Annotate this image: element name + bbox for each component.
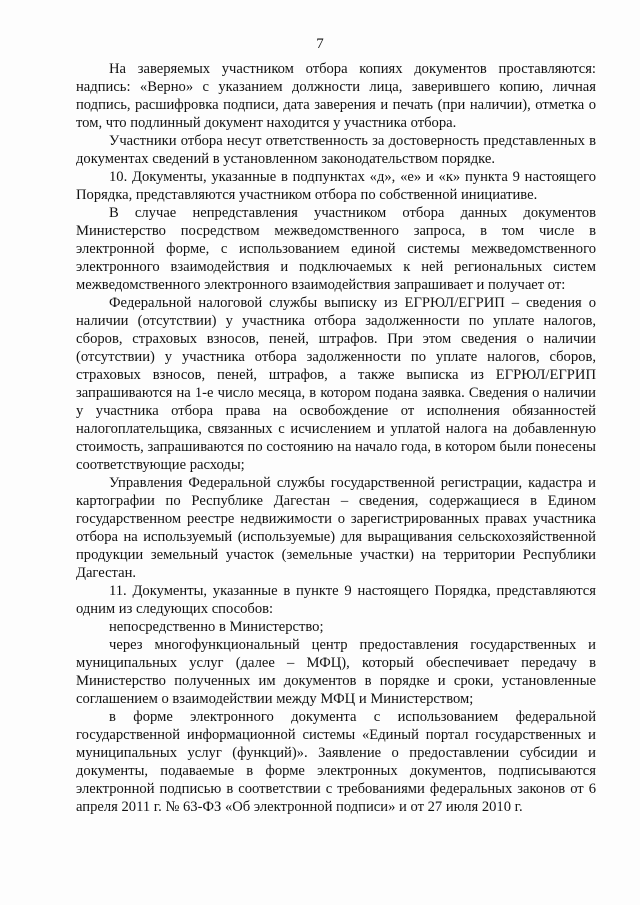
page-number: 7 [316, 36, 324, 52]
paragraph-tax-service: Федеральной налоговой службы выписку из ЕГРЮЛ/ЕГРИП – сведения о наличии (отсутствии) у участника отбора задолженности по уплате налогов, сборов, страховых взносов, пеней, штрафов. При этом сведения о наличии (отсутствии) у участника отбора задолженности по уплате налогов, сборов, страховых взносов, пеней, штрафов, а также выписка из ЕГРЮЛ/ЕГРИП запрашиваются на 1-е число месяца, в котором подана заявка. Сведения о наличии у участника отбора права на освобождение от исполнения обязанностей налогоплательщика, связанных с исчислением и уплатой налога на добавленную стоимость, запрашиваются по состоянию на начало года, в котором были понесены соответствующие расходы; [76, 295, 596, 473]
paragraph-rosreestr: Управления Федеральной службы государственной регистрации, кадастра и картографии по Республике Дагестан – сведения, содержащиеся в Едином государственном реестре недвижимости о зарегистрированных правах участника отбора на используемый (используемые) для выращивания сельскохозяйственной продукции земельный участок (земельные участки) на территории Республики Дагестан. [76, 475, 596, 581]
paragraph-interagency-request: В случае непредставления участником отбора данных документов Министерство посредством межведомственного запроса, в том числе в электронной форме, с использованием единой системы межведомственного электронного взаимодействия и подключаемых к ней региональных систем межведомственного электронного взаимодействия запрашивает и получает от: [76, 205, 596, 293]
paragraph-responsibility: Участники отбора несут ответственность за достоверность представленных в документах сведений в установленном законодательством порядке. [76, 133, 596, 167]
paragraph-directly: непосредственно в Министерство; [109, 619, 324, 635]
paragraph-electronic: в форме электронного документа с использованием федеральной государственной информационной системы «Единый портал государственных и муниципальных услуг (функций)». Заявление о предоставлении субсидии и документы, подаваемые в форме электронных документов, подписываются электронной подписью в соответствии с требованиями федеральных законов от 6 апреля 2011 г. № 63-ФЗ «Об электронной подписи» и от 27 июля 2010 г. [76, 709, 596, 815]
paragraph-item-10: 10. Документы, указанные в подпунктах «д», «е» и «к» пункта 9 настоящего Порядка, представляются участником отбора по собственной инициативе. [76, 169, 596, 203]
paragraph-item-11: 11. Документы, указанные в пункте 9 настоящего Порядка, представляются одним из следующих способов: [76, 583, 596, 617]
paragraph-mfc: через многофункциональный центр предоставления государственных и муниципальных услуг (далее – МФЦ), который обеспечивает передачу в Министерство полученных им документов в порядке и сроки, установленные соглашением о взаимодействии между МФЦ и Министерством; [76, 637, 596, 707]
paragraph-certification: На заверяемых участником отбора копиях документов проставляются: надпись: «Верно» с указанием должности лица, заверившего копию, личная подпись, расшифровка подписи, дата заверения и печать (при наличии), отметка о том, что подлинный документ находится у участника отбора. [76, 61, 596, 131]
document-body [76, 60, 596, 816]
